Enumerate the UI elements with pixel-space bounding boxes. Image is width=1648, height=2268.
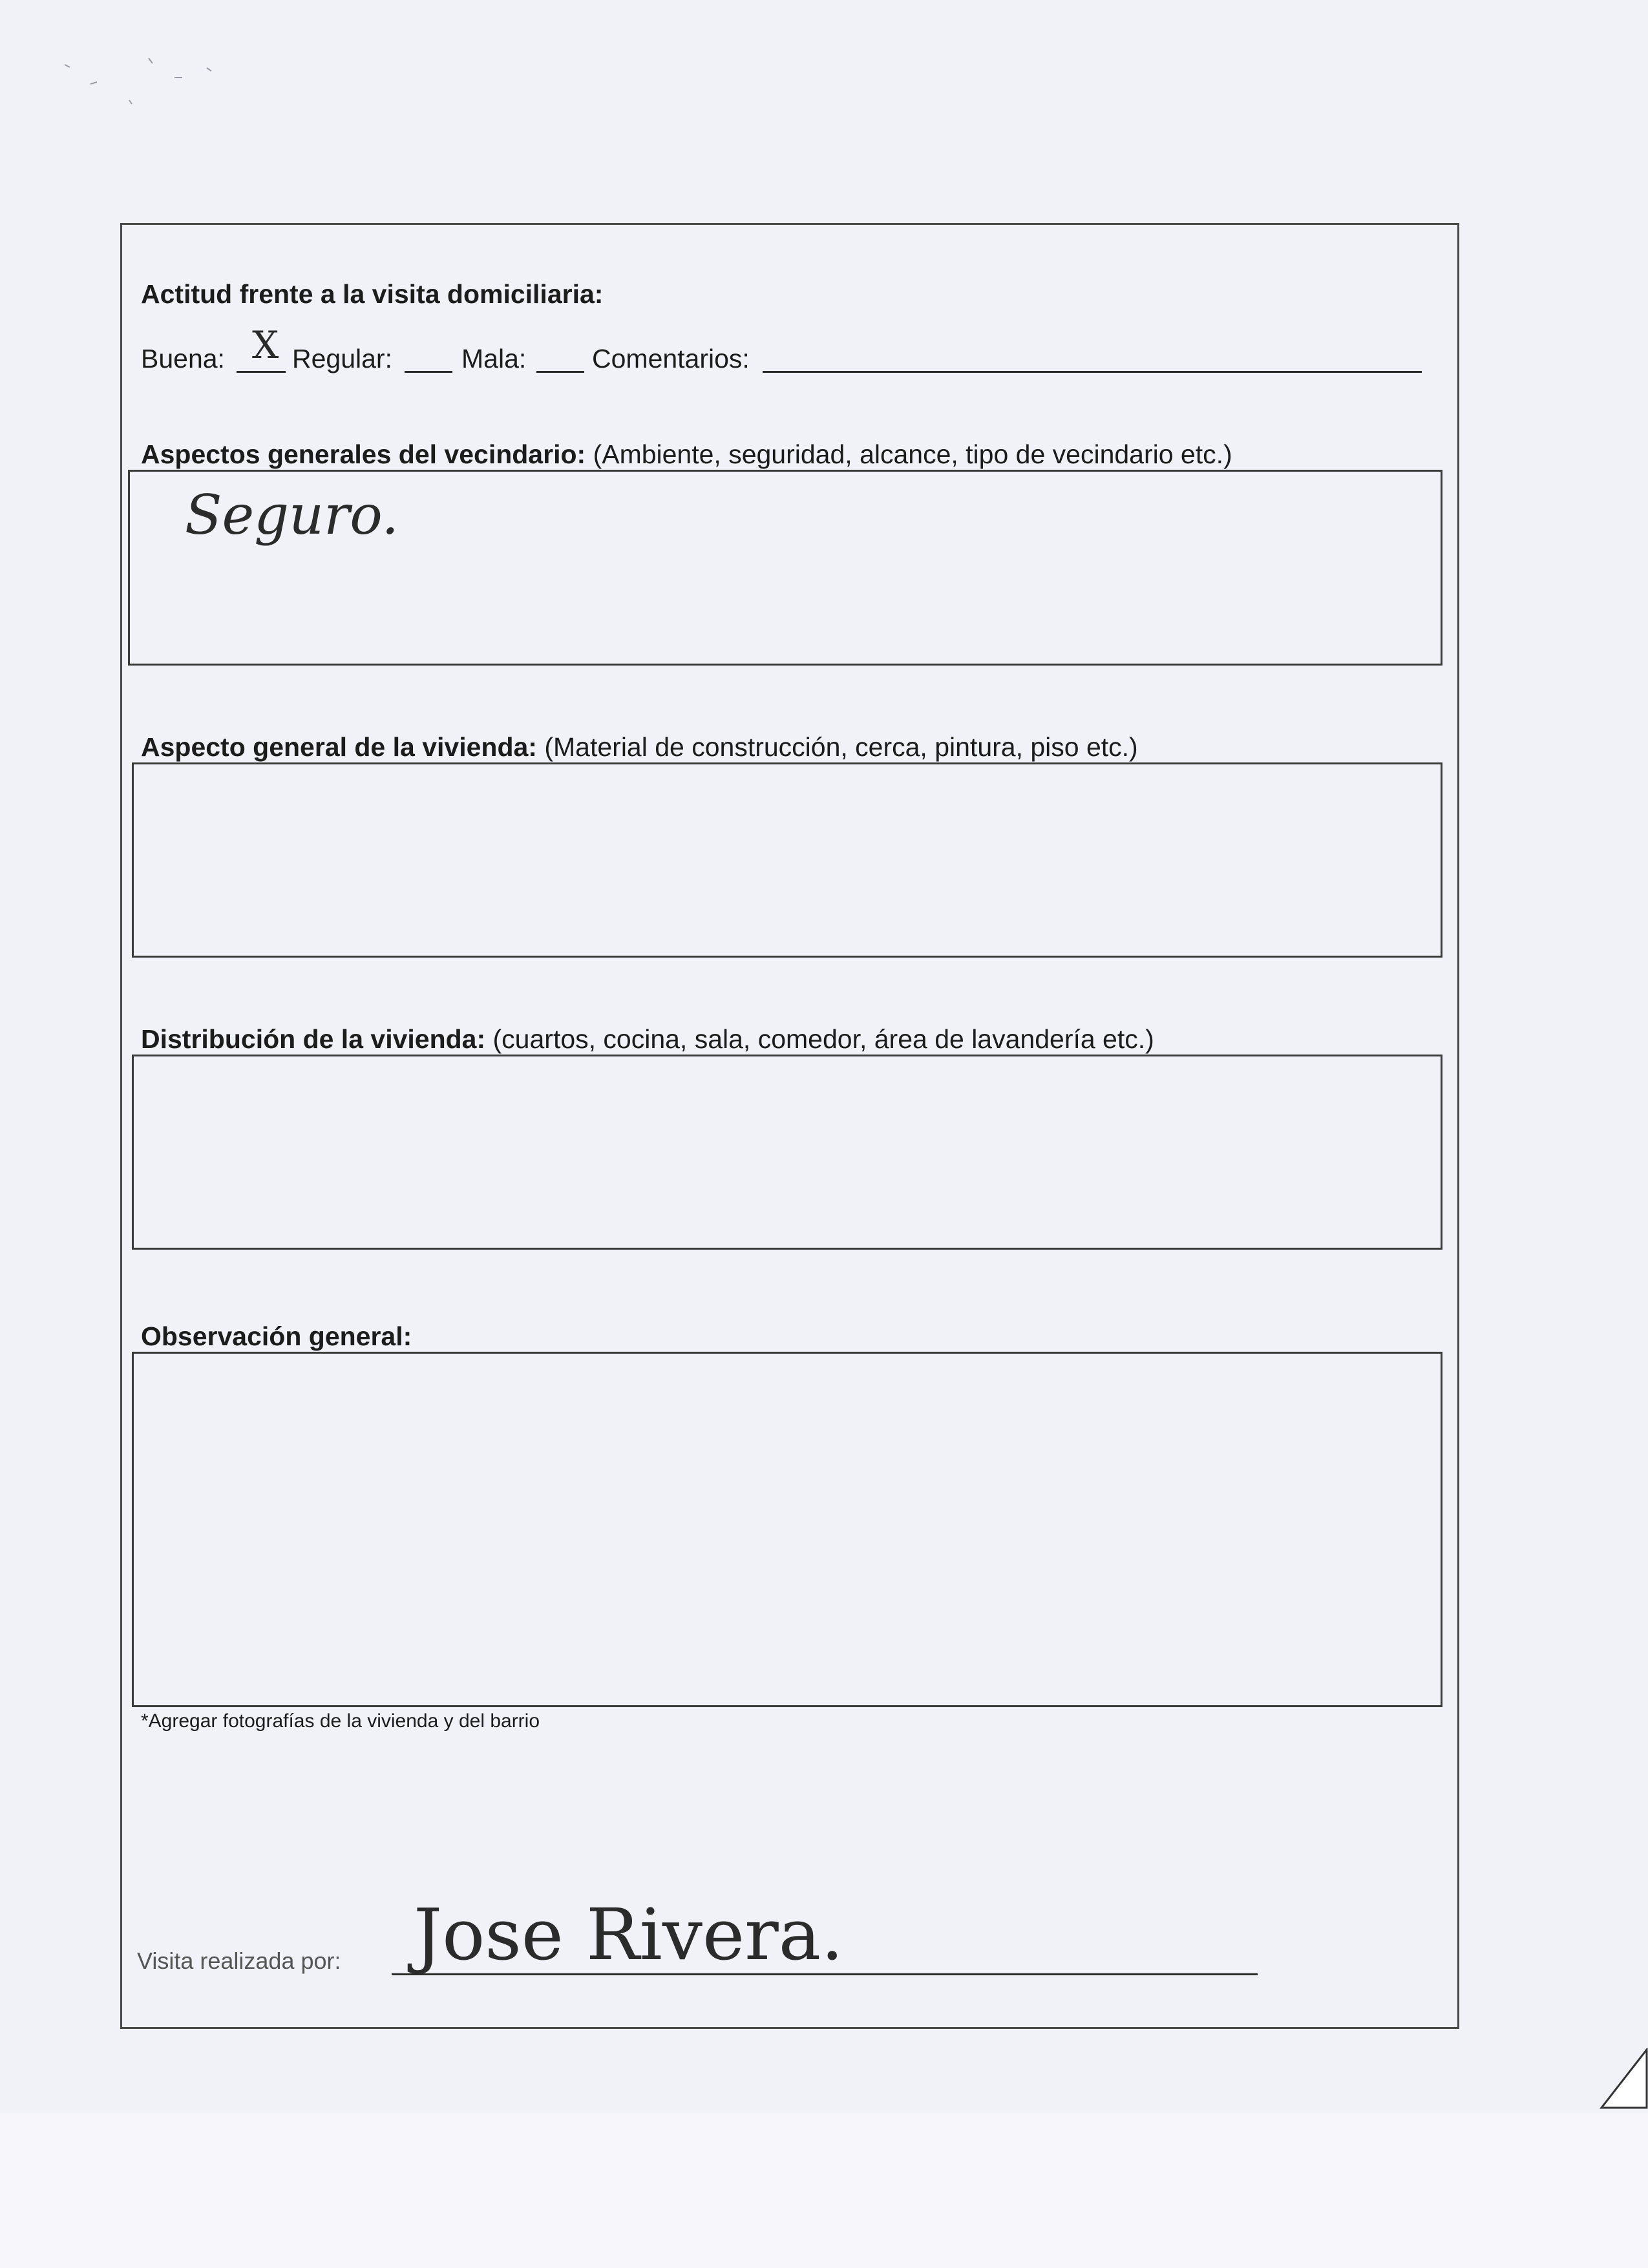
neighborhood-heading-label: Aspectos generales del vecindario: <box>141 439 586 469</box>
housing-layout-heading-label: Distribución de la vivienda: <box>141 1024 486 1054</box>
neighborhood-answer: Seguro. <box>185 483 399 547</box>
bad-label: Mala: <box>461 344 527 373</box>
scan-dust-marks <box>52 39 246 129</box>
housing-aspect-hint: (Material de construcción, cerca, pintura, piso etc.) <box>544 732 1138 762</box>
comments-blank[interactable] <box>763 371 1422 373</box>
regular-blank[interactable] <box>405 371 452 373</box>
housing-layout-answer-box[interactable] <box>132 1055 1442 1250</box>
visit-signature: Jose Rivera. <box>414 1893 844 1976</box>
housing-aspect-answer-box[interactable] <box>132 762 1442 958</box>
housing-aspect-heading <box>141 732 1138 762</box>
housing-aspect-heading-label: Aspecto general de la vivienda: <box>141 732 537 762</box>
good-label: Buena: <box>141 344 225 373</box>
neighborhood-hint: (Ambiente, seguridad, alcance, tipo de vecindario etc.) <box>593 439 1232 469</box>
good-blank[interactable] <box>237 371 286 373</box>
comments-label: Comentarios: <box>592 344 750 373</box>
neighborhood-heading <box>141 439 1232 470</box>
observation-answer-box[interactable] <box>132 1352 1442 1707</box>
photo-note: *Agregar fotografías de la vivienda y del barrio <box>141 1710 540 1732</box>
scanner-margin <box>0 2113 1648 2268</box>
observation-heading: Observación general: <box>141 1321 412 1351</box>
visit-by-label: Visita realizada por: <box>137 1948 341 1974</box>
good-check-mark: X <box>252 323 279 367</box>
page-corner-fold <box>1596 2048 1648 2113</box>
regular-label: Regular: <box>292 344 392 373</box>
housing-layout-hint: (cuartos, cocina, sala, comedor, área de lavandería etc.) <box>492 1024 1154 1054</box>
housing-layout-heading <box>141 1024 1154 1055</box>
bad-blank[interactable] <box>536 371 584 373</box>
attitude-heading: Actitud frente a la visita domiciliaria: <box>141 279 604 309</box>
